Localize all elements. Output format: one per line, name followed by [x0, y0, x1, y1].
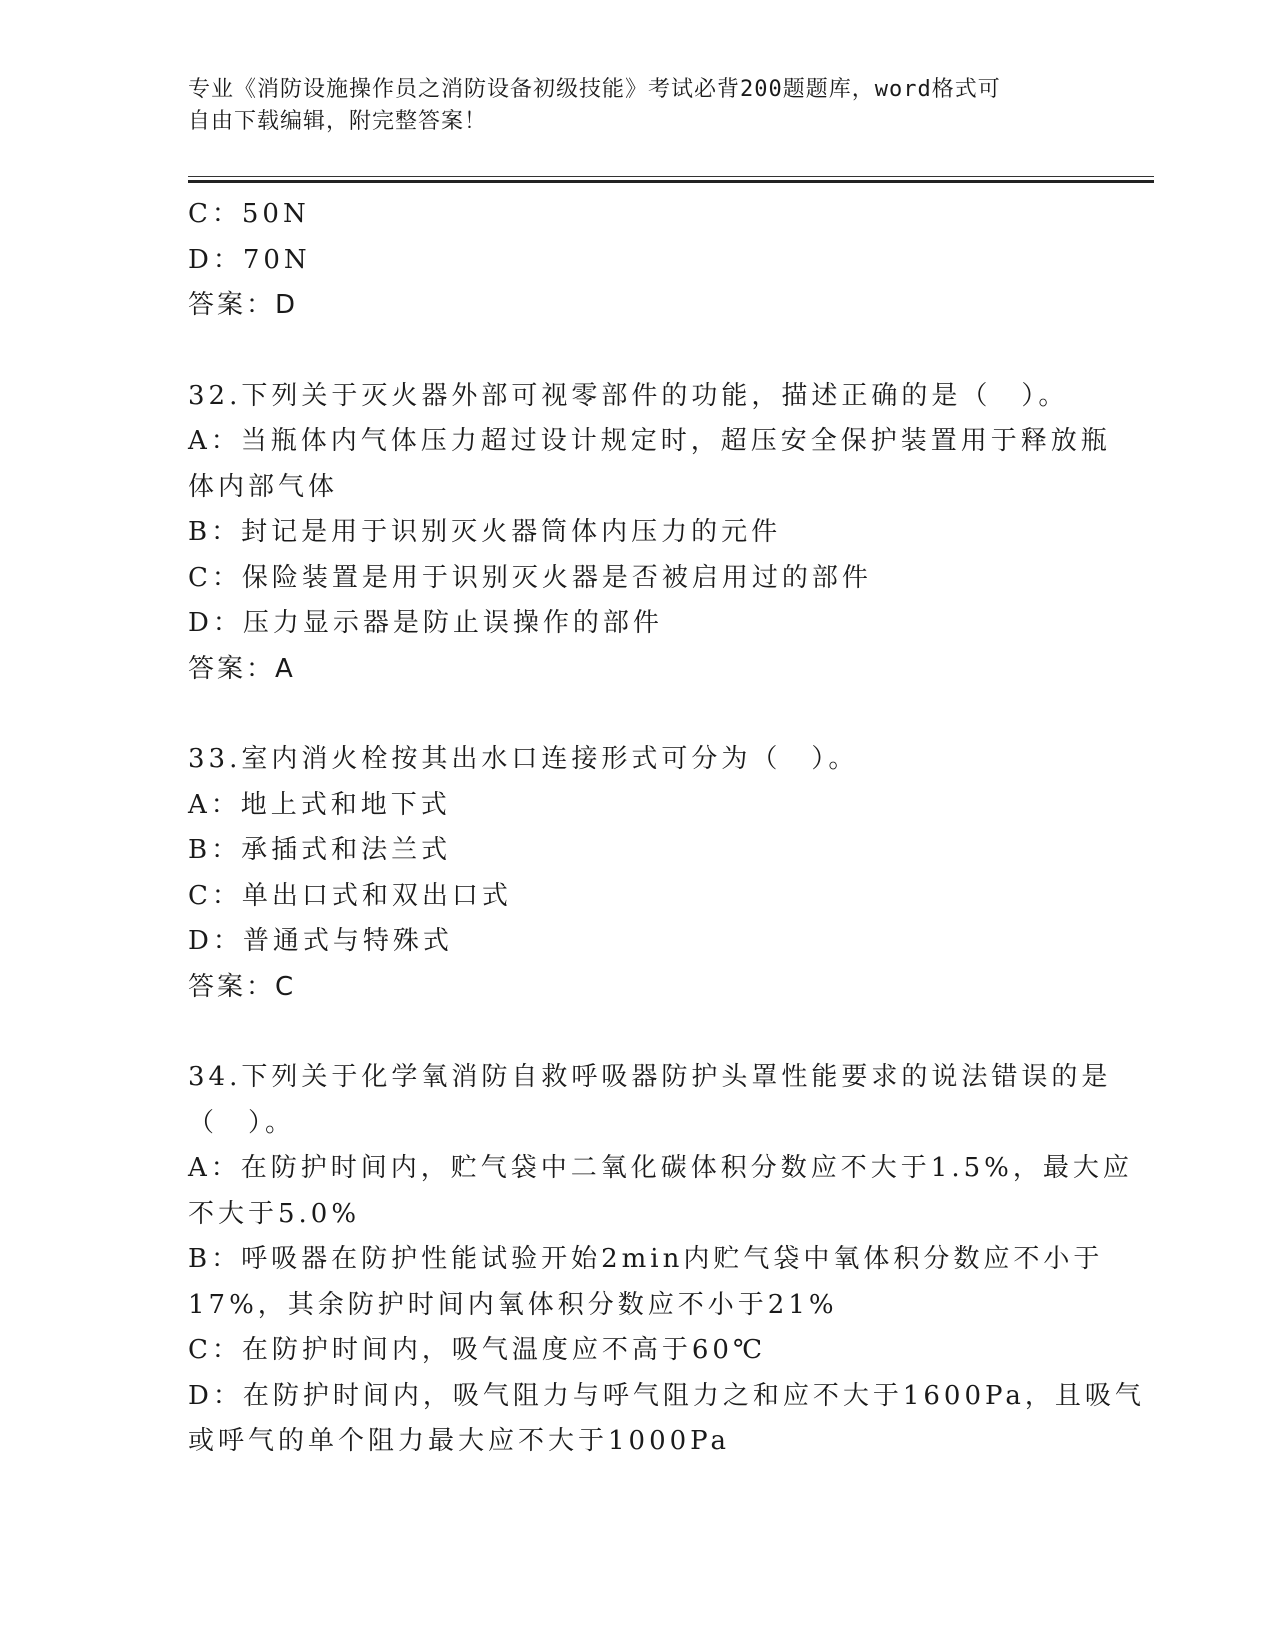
spacer: [188, 1010, 1088, 1055]
header-divider-thick: [188, 180, 1154, 183]
question-stem: 33.室内消火栓按其出水口连接形式可分为（ ）。: [188, 744, 859, 774]
option-a: A：当瓶体内气体压力超过设计规定时，超压安全保护装置用于释放瓶: [188, 426, 1111, 456]
question-31-tail: [188, 192, 1088, 329]
question-list: [188, 192, 1145, 1465]
spacer: [188, 329, 1088, 374]
option-b: B：承插式和法兰式: [188, 835, 452, 865]
option-c: C：单出口式和双出口式: [188, 880, 512, 911]
option-d: D：普通式与特殊式: [188, 926, 453, 956]
option-d-continued: 或呼气的单个阻力最大应不大于1000Pa: [188, 1426, 730, 1456]
question-32: [188, 374, 1111, 693]
question-34: [188, 1055, 1145, 1465]
question-33: [188, 737, 1088, 1010]
option-a-continued: 不大于5.0%: [188, 1198, 361, 1229]
header-title-line-2: 自由下载编辑，附完整答案！: [188, 109, 488, 134]
option-b: B：封记是用于识别灭火器筒体内压力的元件: [188, 517, 782, 547]
option-b: B：呼吸器在防护性能试验开始2min内贮气袋中氧体积分数应不小于: [188, 1244, 1104, 1274]
option-d: D：在防护时间内，吸气阻力与呼气阻力之和应不大于1600Pa，且吸气: [188, 1380, 1145, 1411]
option-b-continued: 17%，其余防护时间内氧体积分数应不小于21%: [188, 1289, 838, 1320]
answer-label: 答案：D: [188, 290, 299, 320]
header-divider-thin: [188, 176, 1154, 177]
option-c: C：保险装置是用于识别灭火器是否被启用过的部件: [188, 562, 872, 593]
option-a: A：在防护时间内，贮气袋中二氧化碳体积分数应不大于1.5%，最大应: [188, 1153, 1133, 1183]
option-d: D：压力显示器是防止误操作的部件: [188, 608, 663, 638]
question-stem-continued: （ ）。: [188, 1107, 296, 1138]
question-stem: 32.下列关于灭火器外部可视零部件的功能，描述正确的是（ ）。: [188, 380, 1069, 411]
option-a-continued: 体内部气体: [188, 471, 339, 502]
option-c: C：50N: [188, 199, 310, 229]
answer-label: 答案：C: [188, 971, 297, 1002]
option-c: C：在防护时间内，吸气温度应不高于60℃: [188, 1335, 767, 1365]
document-header: [188, 74, 1068, 138]
header-title-line-1: 专业《消防设施操作员之消防设备初级技能》考试必背200题题库，word格式可: [188, 77, 1001, 102]
answer-label: 答案：A: [188, 653, 296, 684]
option-d: D：70N: [188, 244, 311, 275]
question-stem: 34.下列关于化学氧消防自救呼吸器防护头罩性能要求的说法错误的是: [188, 1062, 1112, 1092]
option-a: A：地上式和地下式: [188, 789, 451, 820]
spacer: [188, 692, 1088, 737]
